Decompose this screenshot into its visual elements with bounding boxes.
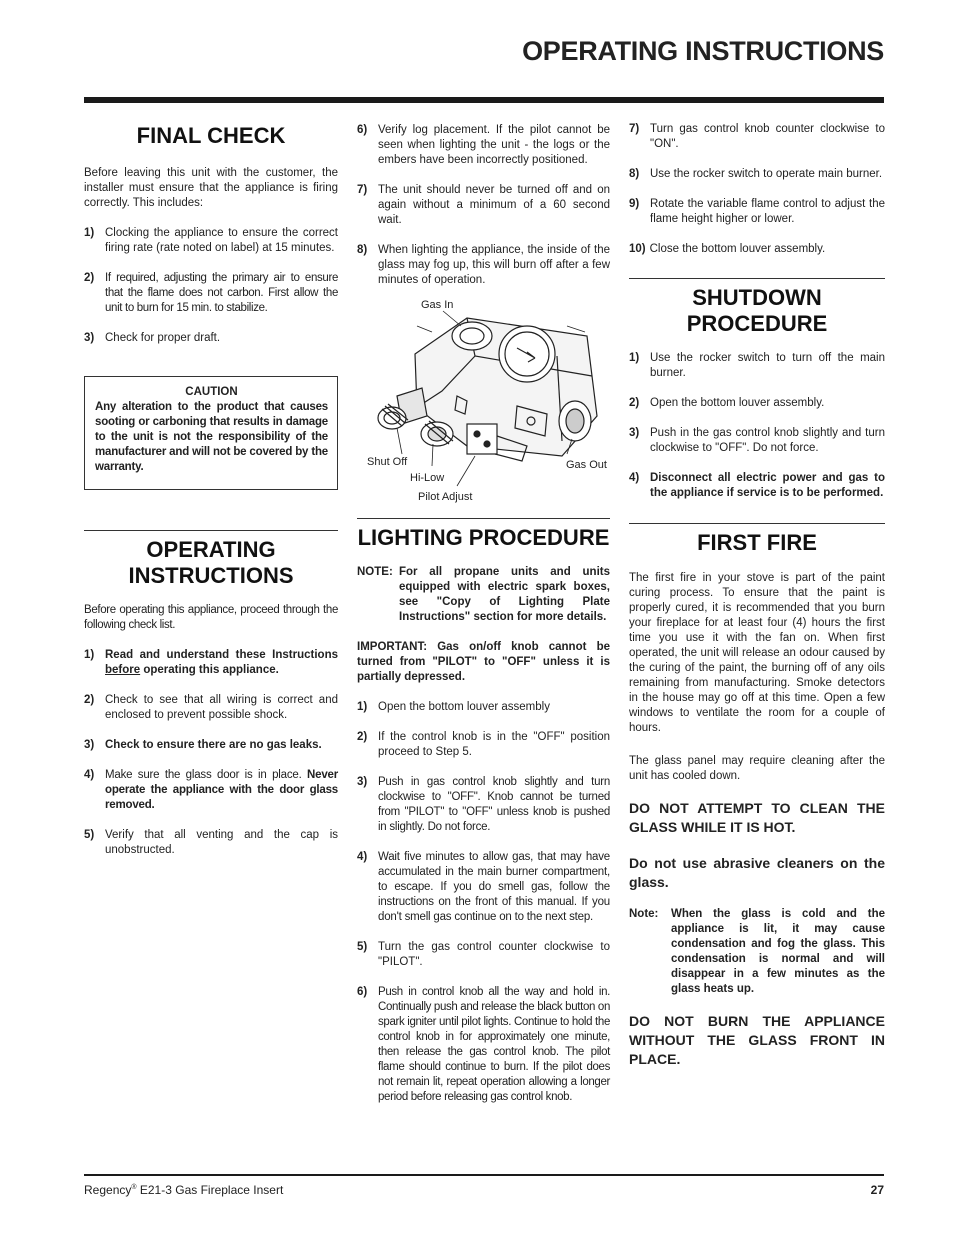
item-number: 5) <box>357 941 368 953</box>
lighting-title: LIGHTING PROCEDURE <box>357 525 610 550</box>
item-number: 3) <box>357 776 368 788</box>
item-text: If the control knob is in the "OFF" position proceed to Step 5. <box>378 731 610 758</box>
first-fire-warning-glass: DO NOT BURN THE APPLIANCE WITHOUT THE GLASS FRONT IN PLACE. <box>629 1013 885 1067</box>
column-right <box>629 122 885 1069</box>
item-number: 3) <box>84 739 95 751</box>
top-rule <box>84 97 884 103</box>
lighting-item-1 <box>357 700 610 715</box>
gas-valve-figure <box>357 296 610 506</box>
label-hi-low: Hi-Low <box>410 472 445 484</box>
item-text: Read and understand these Instructions before operating this appliance. <box>105 649 338 676</box>
shutdown-item-2 <box>629 396 885 411</box>
section-divider <box>629 523 885 524</box>
final-check-intro: Before leaving this unit with the customer, the installer must ensure that the appliance is firing correctly. This includes: <box>84 167 338 209</box>
item-number: 2) <box>629 397 640 409</box>
note-text: When the glass is cold and the appliance is lit, it may cause condensation and fog the glass. This condensation is normal and will disappear in a few minutes as the glass heats up. <box>671 908 885 995</box>
item-number: 6) <box>357 986 368 998</box>
item-text: Push in the gas control knob slightly and turn clockwise to "OFF". Do not force. <box>650 427 885 454</box>
column-left <box>84 118 338 858</box>
item-text: Clocking the appliance to ensure the correct firing rate (rate noted on label) at 15 minutes. <box>105 227 338 254</box>
shutdown-item-1 <box>629 351 885 381</box>
item-number: 7) <box>629 123 640 135</box>
item-text: Turn gas control knob counter clockwise to "ON". <box>650 123 885 150</box>
item-number: 1) <box>357 701 368 713</box>
item-text: Push in gas control knob slightly and turn clockwise to "OFF". Knob cannot be turned from "PILOT" to "OFF" unless knob is pushed in slightly. Do not force. <box>378 776 610 833</box>
caution-text: Any alteration to the product that causes sooting or carboning that results in damage to the unit is not the responsibility of the manufacturer and will not be covered by the warranty. <box>95 401 328 473</box>
item-text: Use the rocker switch to operate main burner. <box>650 168 883 180</box>
item-number: 2) <box>84 694 95 706</box>
item-text: If required, adjusting the primary air to ensure that the flame does not carbon. First allow the unit to burn for 15 min. to stabilize. <box>105 272 338 314</box>
item-text: Verify that all venting and the cap is unobstructed. <box>105 829 338 856</box>
lighting-item-4 <box>357 850 610 925</box>
first-fire-note <box>629 907 885 997</box>
shutdown-item-4 <box>629 471 885 501</box>
first-fire-para1: The first fire in your stove is part of the paint curing process. To ensure that the paint is properly cured, it is recommended that you burn your fireplace for at least four (4) hours the first time you use it with the fan on. When first operated, the unit will release an odour caused by the curing of the paint, the burning off of any oils remaining from manufacturing. Smoke detectors in the house may go off at this time. Open a few windows to ventilate the room for a couple of hours. <box>629 572 885 734</box>
item-text: Make sure the glass door is in place. Never operate the appliance with the door glass removed. <box>105 769 338 811</box>
shutdown-item-3 <box>629 426 885 456</box>
lighting-item-5 <box>357 940 610 970</box>
column-middle <box>357 123 610 1105</box>
operating-intro: Before operating this appliance, proceed through the following check list. <box>84 604 338 631</box>
operating-title-line2: INSTRUCTIONS <box>128 563 294 588</box>
final-check-item-3 <box>84 331 338 346</box>
caution-title: CAUTION <box>185 386 238 398</box>
item-number: 4) <box>357 851 368 863</box>
first-fire-para2: The glass panel may require cleaning after the unit has cooled down. <box>629 755 885 782</box>
item-number: 2) <box>357 731 368 743</box>
label-gas-out: Gas Out <box>566 459 607 471</box>
lighting-item-9 <box>629 197 885 227</box>
item-text: Wait five minutes to allow gas, that may have accumulated in the main burner compartment, to escape. If you do smell gas, follow the instructions on the front of this manual. If you don't smell gas continue on to the next step. <box>378 851 610 923</box>
label-shut-off: Shut Off <box>367 456 408 468</box>
note-text: For all propane units and units equipped with electric spark boxes, see "Copy of Lighting Plate Instructions" section for more details. <box>399 566 610 623</box>
item-number: 6) <box>357 124 368 136</box>
lighting-item-2 <box>357 730 610 760</box>
final-check-item-6 <box>357 123 610 168</box>
section-divider <box>629 278 885 279</box>
item-text: The unit should never be turned off and on again without a minimum of a 60 second wait. <box>378 184 610 226</box>
item-text: Use the rocker switch to turn off the main burner. <box>650 352 885 379</box>
item-text: Check to see that all wiring is correct and enclosed to prevent possible shock. <box>105 694 338 721</box>
lighting-item-6 <box>357 985 610 1105</box>
item-number: 2) <box>84 272 95 284</box>
label-gas-in: Gas In <box>421 299 454 311</box>
caution-box <box>84 376 338 490</box>
item-text: Disconnect all electric power and gas to the appliance if service is to be performed. <box>650 472 885 499</box>
final-check-item-7 <box>357 183 610 228</box>
operating-item-2 <box>84 693 338 723</box>
item-text: Turn the gas control counter clockwise to "PILOT". <box>378 941 610 968</box>
item-number: 1) <box>629 352 640 364</box>
item-text: Check for proper draft. <box>105 332 221 344</box>
item-number: 4) <box>84 769 95 781</box>
final-check-item-1 <box>84 226 338 256</box>
first-fire-warning-abrasive: Do not use abrasive cleaners on the glass. <box>629 855 885 890</box>
item-number: 1) <box>84 227 95 239</box>
footer-product: Regency® E21-3 Gas Fireplace Insert <box>84 1183 284 1197</box>
item-text: Check to ensure there are no gas leaks. <box>105 739 322 751</box>
lighting-note <box>357 565 610 625</box>
shutdown-title <box>629 285 885 337</box>
item-text: Verify log placement. If the pilot cannot be seen when lighting the unit - the logs or the embers have been incorrectly positioned. <box>378 124 610 166</box>
item-number: 1) <box>84 649 95 661</box>
lighting-item-10 <box>629 242 885 257</box>
item-text: Push in control knob all the way and hold in. Continually push and release the black button on spark igniter until pilot lights. Continue to hold the control knob in for approximately one minute, then release the gas control knob. The pilot flame should continue to burn. If the pilot does not remain lit, repeat operation allowing a longer period before releasing gas control knob. <box>378 986 610 1103</box>
item-number: 7) <box>357 184 368 196</box>
operating-title <box>84 537 338 589</box>
section-divider <box>84 530 338 531</box>
lighting-item-8 <box>629 167 885 182</box>
final-check-item-2 <box>84 271 338 316</box>
gas-valve-illustration <box>357 296 610 506</box>
footer-rule <box>84 1174 884 1176</box>
operating-item-1 <box>84 648 338 678</box>
first-fire-warning-hot: DO NOT ATTEMPT TO CLEAN THE GLASS WHILE IT IS HOT. <box>629 800 885 835</box>
item-text: Open the bottom louver assembly. <box>650 397 825 409</box>
item-number: 4) <box>629 472 640 484</box>
section-divider <box>357 518 610 519</box>
item-number: 8) <box>357 244 368 256</box>
operating-item-5 <box>84 828 338 858</box>
note-label: NOTE: <box>357 566 393 578</box>
shutdown-title-line1: SHUTDOWN <box>692 285 822 310</box>
lighting-item-7 <box>629 122 885 152</box>
item-text: Open the bottom louver assembly <box>378 701 550 713</box>
page-number: 27 <box>870 1183 884 1197</box>
item-number: 3) <box>84 332 95 344</box>
final-check-item-8 <box>357 243 610 288</box>
first-fire-title: FIRST FIRE <box>697 530 817 555</box>
lighting-item-3 <box>357 775 610 835</box>
item-number: 8) <box>629 168 640 180</box>
item-number: 5) <box>84 829 95 841</box>
lighting-important: IMPORTANT: Gas on/off knob cannot be turned from "PILOT" to "OFF" unless it is partially depressed. <box>357 641 610 683</box>
operating-item-3 <box>84 738 338 753</box>
operating-title-line1: OPERATING <box>146 537 276 562</box>
item-number: 3) <box>629 427 640 439</box>
shutdown-title-line2: PROCEDURE <box>686 311 828 336</box>
item-text: When lighting the appliance, the inside of the glass may fog up, this will burn off after a few minutes of operation. <box>378 244 610 286</box>
item-number: 9) <box>629 198 640 210</box>
page-title: OPERATING INSTRUCTIONS <box>522 36 884 66</box>
operating-item-4 <box>84 768 338 813</box>
label-pilot-adjust: Pilot Adjust <box>418 491 473 503</box>
item-number: 10) <box>629 243 646 255</box>
note-label: Note: <box>629 908 659 920</box>
item-text: Close the bottom louver assembly. <box>649 243 826 255</box>
item-text: Rotate the variable flame control to adjust the flame height higher or lower. <box>650 198 885 225</box>
final-check-title: FINAL CHECK <box>136 123 286 148</box>
